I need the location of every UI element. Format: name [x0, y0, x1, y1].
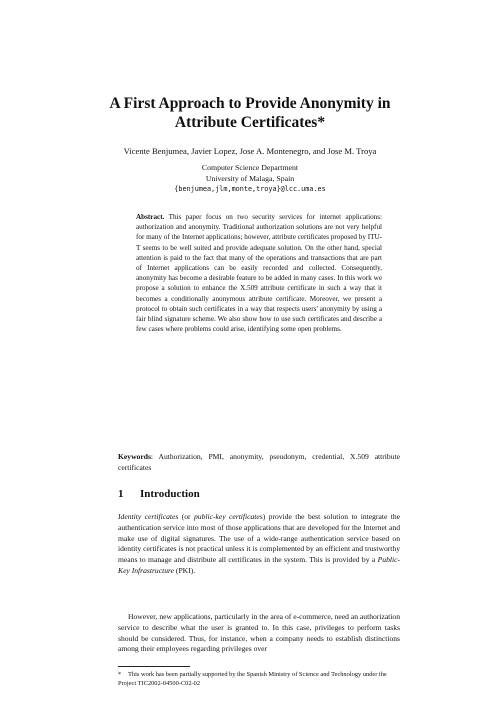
abstract: [136, 212, 382, 334]
section-number: 1: [118, 488, 124, 500]
section-heading: [118, 488, 400, 500]
department: Computer Science Department: [201, 163, 299, 172]
paragraph-1: [118, 512, 400, 577]
title-line-1: A First Approach to Provide Anonymity in: [109, 95, 391, 112]
footnote-mark: *: [118, 671, 122, 678]
paper-title: [60, 94, 440, 132]
abstract-text: This paper focus on two security services for internet applications: authorization and anonymity. Traditional authorization solutions are not very helpful for many of the Internet applications; however, attribute certificates proposed by ITU-T seems to be well suited and provide adequate solution. On the other hand, special attention is paid to the fact that many of the operations and transactions that are part of Internet applications can be easily recorded and collected. Consequently, anonymity has become a desirable feature to be added in many cases. In this work we propose a solution to enhance the X.509 attribute certificate in such a way that it becomes a conditionally anonymous attribute certificate. Moreover, we present a protocol to obtain such certificates in a way that respects users' anonymity by using a fair blind signature scheme. We also show how to use such certificates and describe a few cases where problems could arise, identifying some open problems.: [136, 213, 383, 334]
email-address: {benjumea,jlm,monte,troya}@lcc.uma.es: [174, 185, 326, 193]
footnote-rule: [118, 666, 190, 667]
keywords: [118, 452, 400, 473]
emphasis-pki: Public-Key Infrastructure: [118, 555, 400, 575]
keywords-label: Keywords: [118, 452, 151, 461]
section-title: Introduction: [140, 488, 200, 500]
emphasis-identity-certificates: Identity certificates: [118, 512, 179, 521]
paragraph-1-text-c: (PKI).: [174, 565, 196, 575]
footnote-text: This work has been partially supported by the Spanish Ministry of Science and Technology under the Project TIC2002-04500-C02-02: [118, 671, 387, 687]
paragraph-1-text-a: (or: [178, 512, 194, 521]
title-line-2: Attribute Certificates*: [174, 114, 326, 131]
author-list: Vicente Benjumea, Javier Lopez, Jose A. Montenegro, and Jose M. Troya: [123, 146, 377, 156]
emphasis-public-key-certificates: public-key certificates: [193, 512, 263, 521]
footnote: [118, 670, 400, 688]
paragraph-2: However, new applications, particularly in the area of e-commerce, need an authorization service to describe what the user is granted to. In this case, privileges to perform tasks should be considered. Thus, for instance, when a company needs to establish distinctions among their employees regarding privileges over: [118, 612, 400, 654]
abstract-label: Abstract.: [136, 213, 165, 221]
university: University of Malaga, Spain: [205, 173, 295, 183]
keywords-text: : Authorization, PMI, anonymity, pseudonym, credential, X.509 attribute certificates: [118, 452, 400, 472]
affiliation: [60, 163, 440, 195]
paragraph-1-text-b: ) provide the best solution to integrate the authentication service into most of those applications that are developed for the Internet and make use of digital signatures. The use of a wide-range authentication service based on identity certificates is not practical unless it is complemented by an efficient and trustworthy means to manage and distribute all certificates in the system. This is provided by a: [118, 512, 400, 565]
